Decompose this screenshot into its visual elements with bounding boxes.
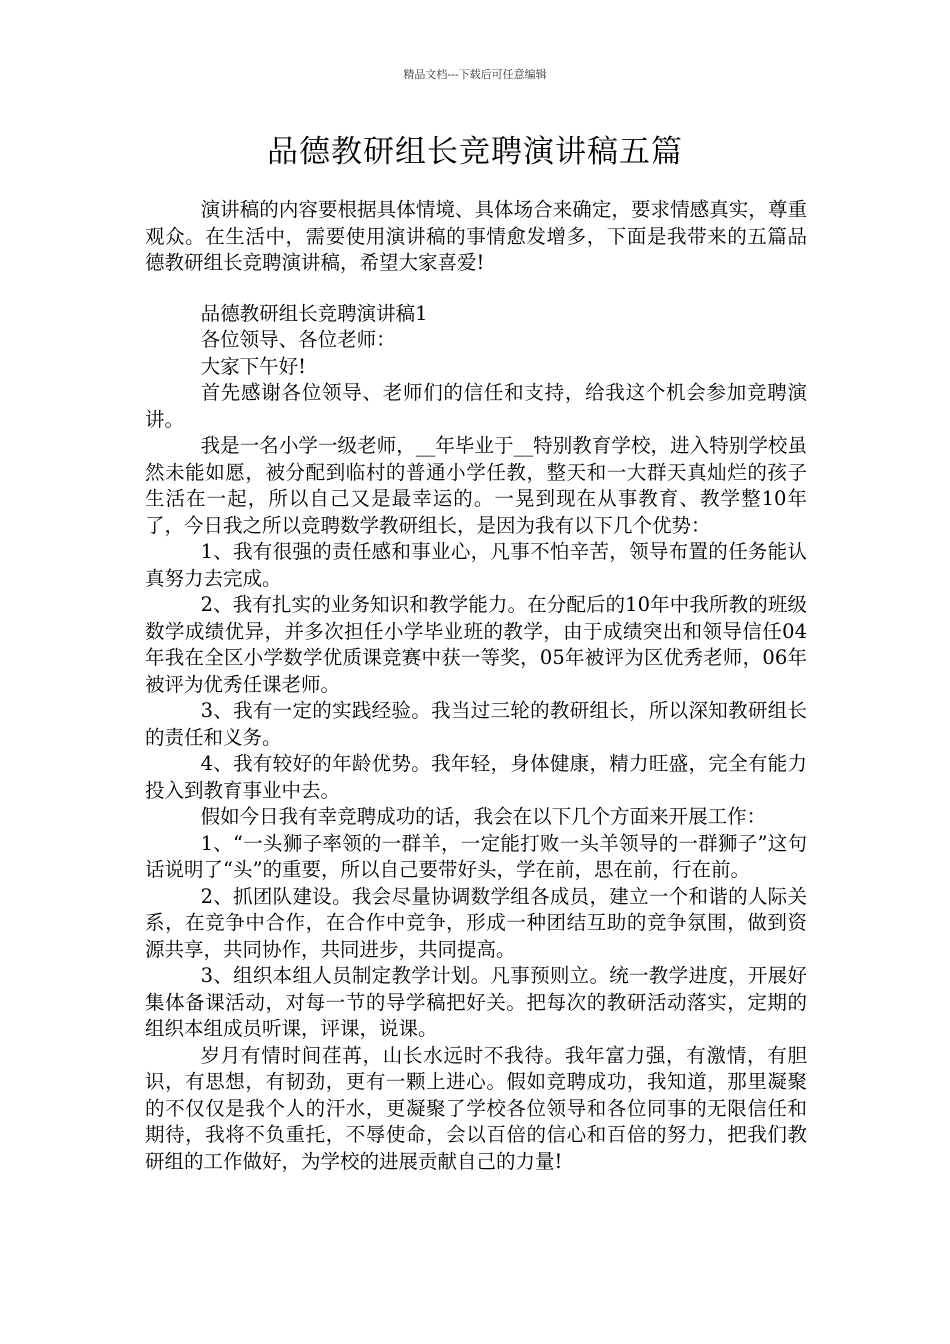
salutation: 各位领导、各位老师： [200, 328, 396, 351]
body-paragraph: 2、我有扎实的业务知识和教学能力。在分配后的10年中我所教的班级数学成绩优异，并多次担任小学毕业班的教学，由于成绩突出和领导信任04年我在全区小学数学优质课竞赛中获一等奖，05年被评为区优秀老师，06年被评为优秀任课老师。 [145, 593, 807, 696]
body-paragraph: 岁月有情时间荏苒，山长水远时不我待。我年富力强，有激情，有胆识，有思想，有韧劲，更有一颗上进心。假如竞聘成功，我知道，那里凝聚的不仅仅是我个人的汗水，更凝聚了学校各位领导和各位同事的无限信任和期待，我将不负重托，不辱使命，会以百倍的信心和百倍的努力，把我们教研组的工作做好，为学校的进展贡献自己的力量! [145, 1043, 807, 1173]
body-paragraph: 首先感谢各位领导、老师们的信任和支持，给我这个机会参加竞聘演讲。 [145, 381, 807, 431]
body-paragraph: 假如今日我有幸竞聘成功的话，我会在以下几个方面来开展工作： [200, 805, 767, 828]
document-body [145, 197, 807, 1175]
body-paragraph: 3、我有一定的实践经验。我当过三轮的教研组长，所以深知教研组长的责任和义务。 [145, 699, 807, 749]
header-note: 精品文档---下载后可任意编辑 [403, 68, 547, 81]
body-paragraph: 我是一名小学一级老师，__年毕业于__特别教育学校，进入特别学校虽然未能如愿，被分配到临村的普通小学任教，整天和一大群天真灿烂的孩子生活在一起，所以自己又是最幸运的。一晃到现在从事教育、教学整10年了，今日我之所以竞聘数学教研组长，是因为我有以下几个优势： [145, 434, 807, 537]
speech-heading: 品德教研组长竞聘演讲稿1 [200, 301, 428, 325]
document-title: 品德教研组长竞聘演讲稿五篇 [267, 134, 683, 170]
body-paragraph: 1、我有很强的责任感和事业心，凡事不怕辛苦，领导布置的任务能认真努力去完成。 [145, 540, 807, 590]
greeting: 大家下午好! [200, 354, 306, 378]
body-paragraph: 2、抓团队建设。我会尽量协调数学组各成员，建立一个和谐的人际关系，在竞争中合作，在合作中竞争，形成一种团结互助的竞争氛围，做到资源共享，共同协作，共同进步，共同提高。 [145, 884, 807, 961]
body-paragraph: 4、我有较好的年龄优势。我年轻，身体健康，精力旺盛，完全有能力投入到教育事业中去。 [145, 752, 807, 802]
body-paragraph: 1、“一头狮子率领的一群羊，一定能打败一头羊领导的一群狮子”这句话说明了“头”的重要，所以自己要带好头，学在前，思在前，行在前。 [145, 831, 807, 881]
intro-paragraph: 演讲稿的内容要根据具体情境、具体场合来确定，要求情感真实，尊重观众。在生活中，需要使用演讲稿的事情愈发增多，下面是我带来的五篇品德教研组长竞聘演讲稿，希望大家喜爱! [145, 198, 807, 274]
body-paragraph: 3、组织本组人员制定教学计划。凡事预则立。统一教学进度，开展好集体备课活动，对每一节的导学稿把好关。把每次的教研活动落实，定期的组织本组成员听课，评课，说课。 [145, 964, 807, 1040]
